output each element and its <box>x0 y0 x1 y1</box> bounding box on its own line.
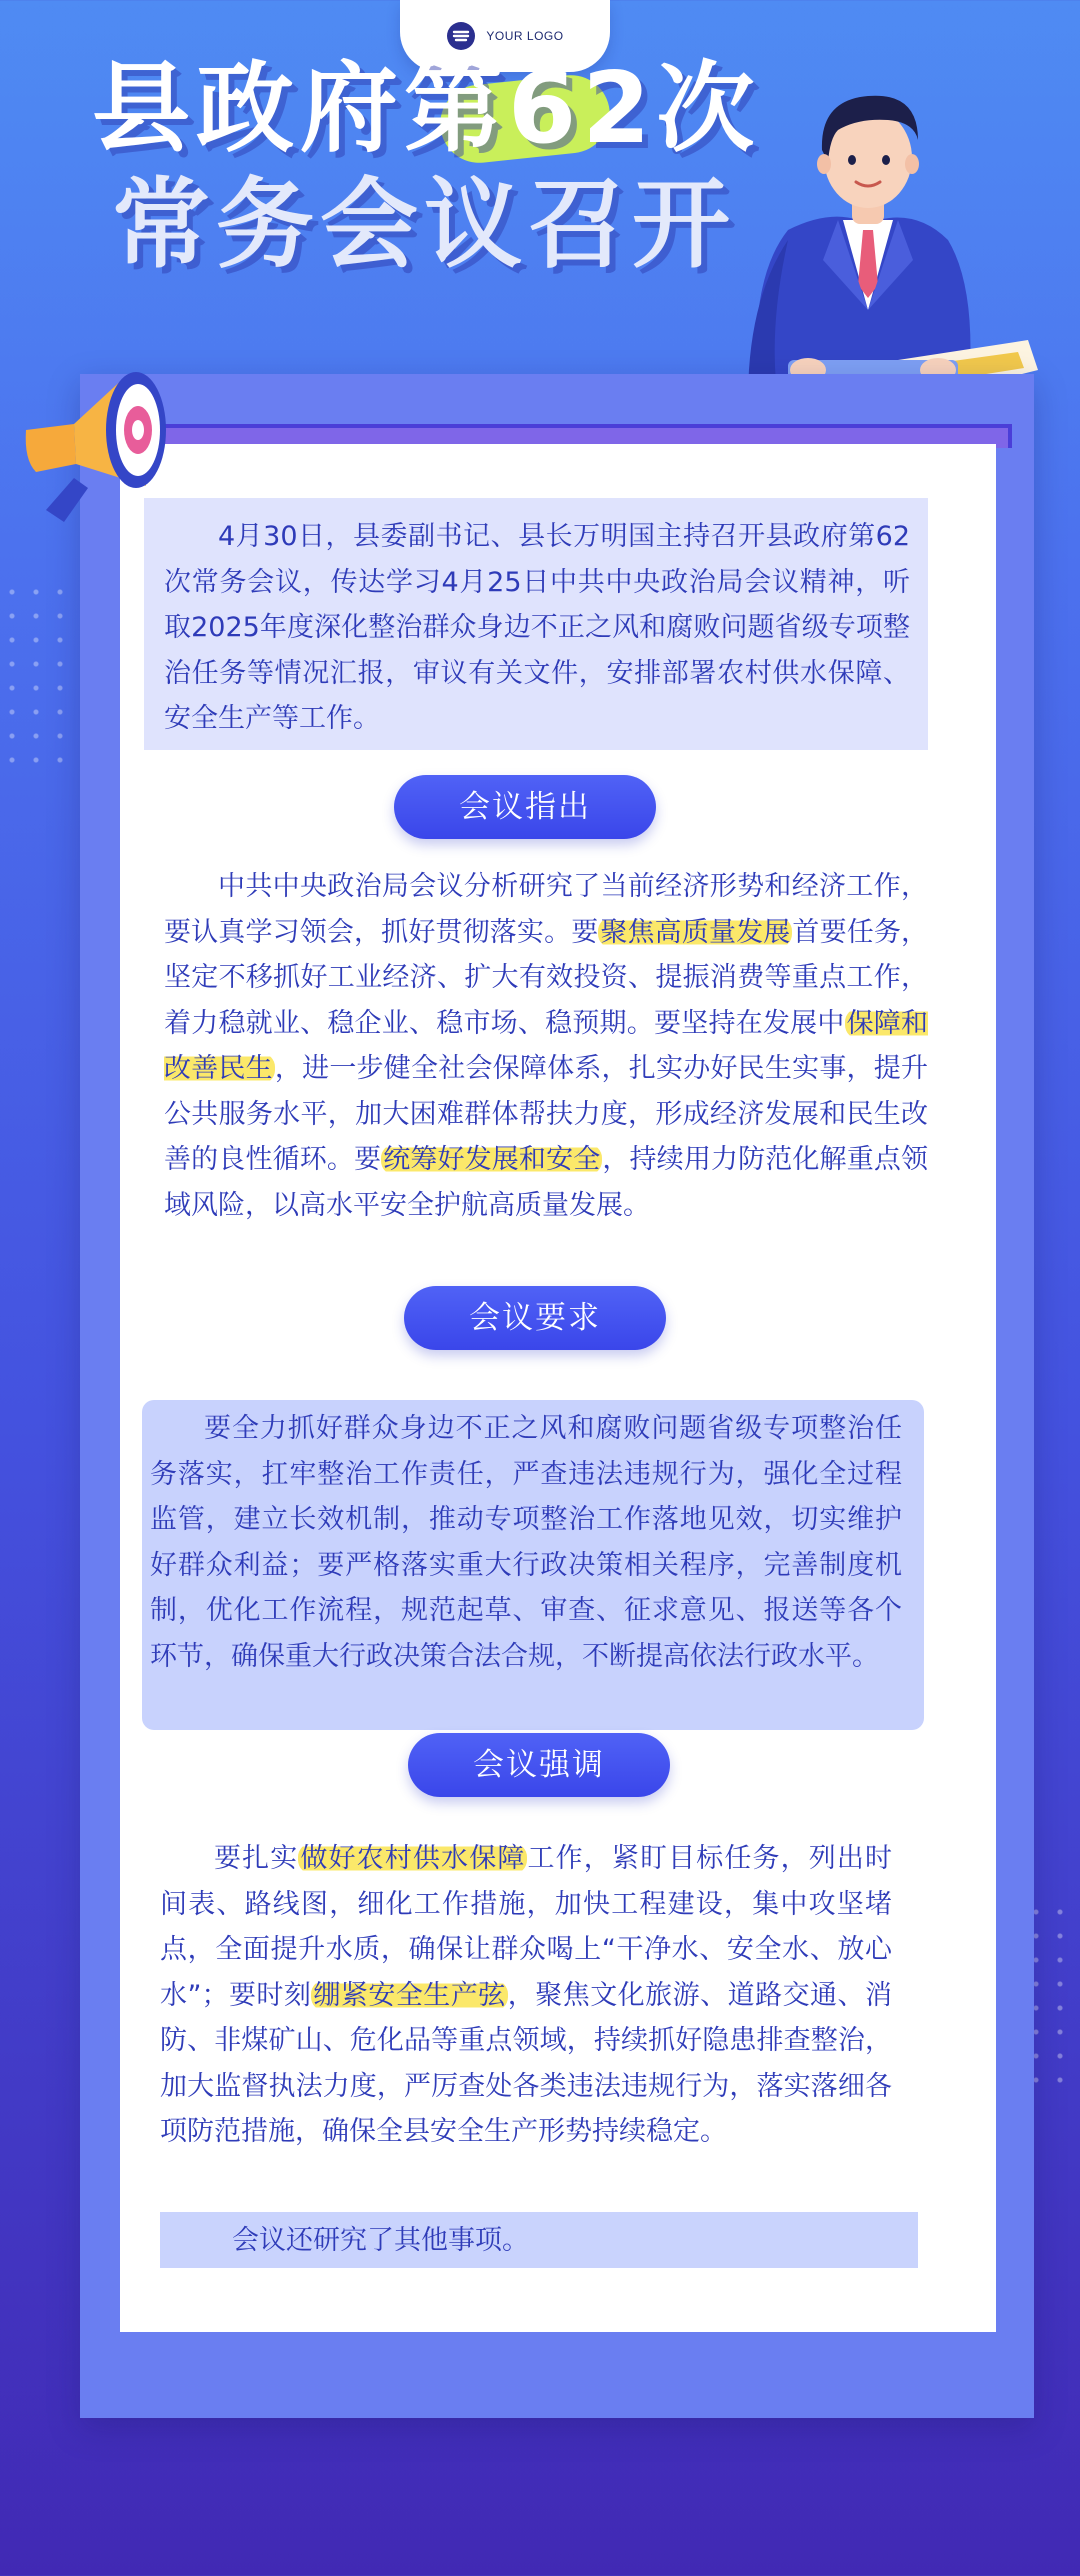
highlight-keyword: 统筹好发展和安全 <box>383 1144 601 1175</box>
text-run: 首要任务，坚定不移抓好工业经济、扩大有效投资、提振消费等重点工作，着力稳就业、稳企业、稳市场、稳预期。要坚持在发展中 <box>164 916 929 1039</box>
logo-text: YOUR LOGO <box>486 29 564 43</box>
page-title-line-1 <box>92 51 761 166</box>
text-run: 要扎实 <box>214 1843 299 1874</box>
closing-paragraph: 会议还研究了其他事项。 <box>232 2225 529 2256</box>
page-title-line-2: 常务会议召开 <box>112 167 737 282</box>
text-run: ，聚焦文化旅游、道路交通、消防、非煤矿山、危化品等重点领域，持续抓好隐患排查整治，加大监督执法力度，严厉查处各类违法违规行为，落实落细各项防范措施，确保全县安全生产形势持续稳定。 <box>160 1979 893 2147</box>
section-label-meeting-emphasized: 会议强调 <box>408 1733 670 1797</box>
logo-icon <box>446 21 476 51</box>
highlight-keyword: 聚焦高质量发展 <box>600 916 791 948</box>
title-number: 62 <box>508 52 657 166</box>
intro-paragraph: 4月30日，县委副书记、县长万明国主持召开县政府第62次常务会议，传达学习4月25日中共中央政治局会议精神，听取2025年度深化整治群众身边不正之风和腐败问题省级专项整治任务等情况汇报，审议有关文件，安排部署农村供水保障、安全生产等工作。 <box>164 521 910 734</box>
highlight-keyword: 做好农村供水保障 <box>300 1843 526 1874</box>
title-suffix: 次 <box>656 51 761 166</box>
highlight-keyword: 保障和改善民生 <box>164 1007 929 1084</box>
section-3-paragraph <box>160 1836 892 2155</box>
highlight-keyword: 绷紧安全生产弦 <box>313 1979 506 2011</box>
section-label-meeting-requirements: 会议要求 <box>404 1286 666 1350</box>
title-prefix: 县政府第 <box>92 51 509 166</box>
decorative-dots-left <box>0 580 90 780</box>
text-run: ，进一步健全社会保障体系，扎实办好民生实事，提升公共服务水平，加大困难群体帮扶力度，形成经济发展和民生改善的良性循环。要 <box>164 1053 929 1175</box>
section-1-paragraph <box>164 864 928 1228</box>
text-run: 工作，紧盯目标任务，列出时间表、路线图，细化工作措施，加快工程建设，集中攻坚堵点，全面提升水质，确保让群众喝上“干净水、安全水、放心水”；要时刻 <box>160 1843 893 2011</box>
text-run: ，持续用力防范化解重点领域风险，以高水平安全护航高质量发展。 <box>164 1144 929 1221</box>
presenter-illustration <box>728 70 1038 420</box>
section-2-paragraph: 要全力抓好群众身边不正之风和腐败问题省级专项整治任务落实，扛牢整治工作责任，严查违法违规行为，强化全过程监管，建立长效机制，推动专项整治工作落地见效，切实维护好群众利益；要严格落实重大行政决策相关程序，完善制度机制，优化工作流程，规范起草、审查、征求意见、报送等各个环节，确保重大行政决策合法合规，不断提高依法行政水平。 <box>150 1413 902 1672</box>
text-run: 中共中央政治局会议分析研究了当前经济形势和经济工作，要认真学习领会，抓好贯彻落实。要 <box>164 871 928 948</box>
section-label-meeting-pointed-out: 会议指出 <box>394 775 656 839</box>
